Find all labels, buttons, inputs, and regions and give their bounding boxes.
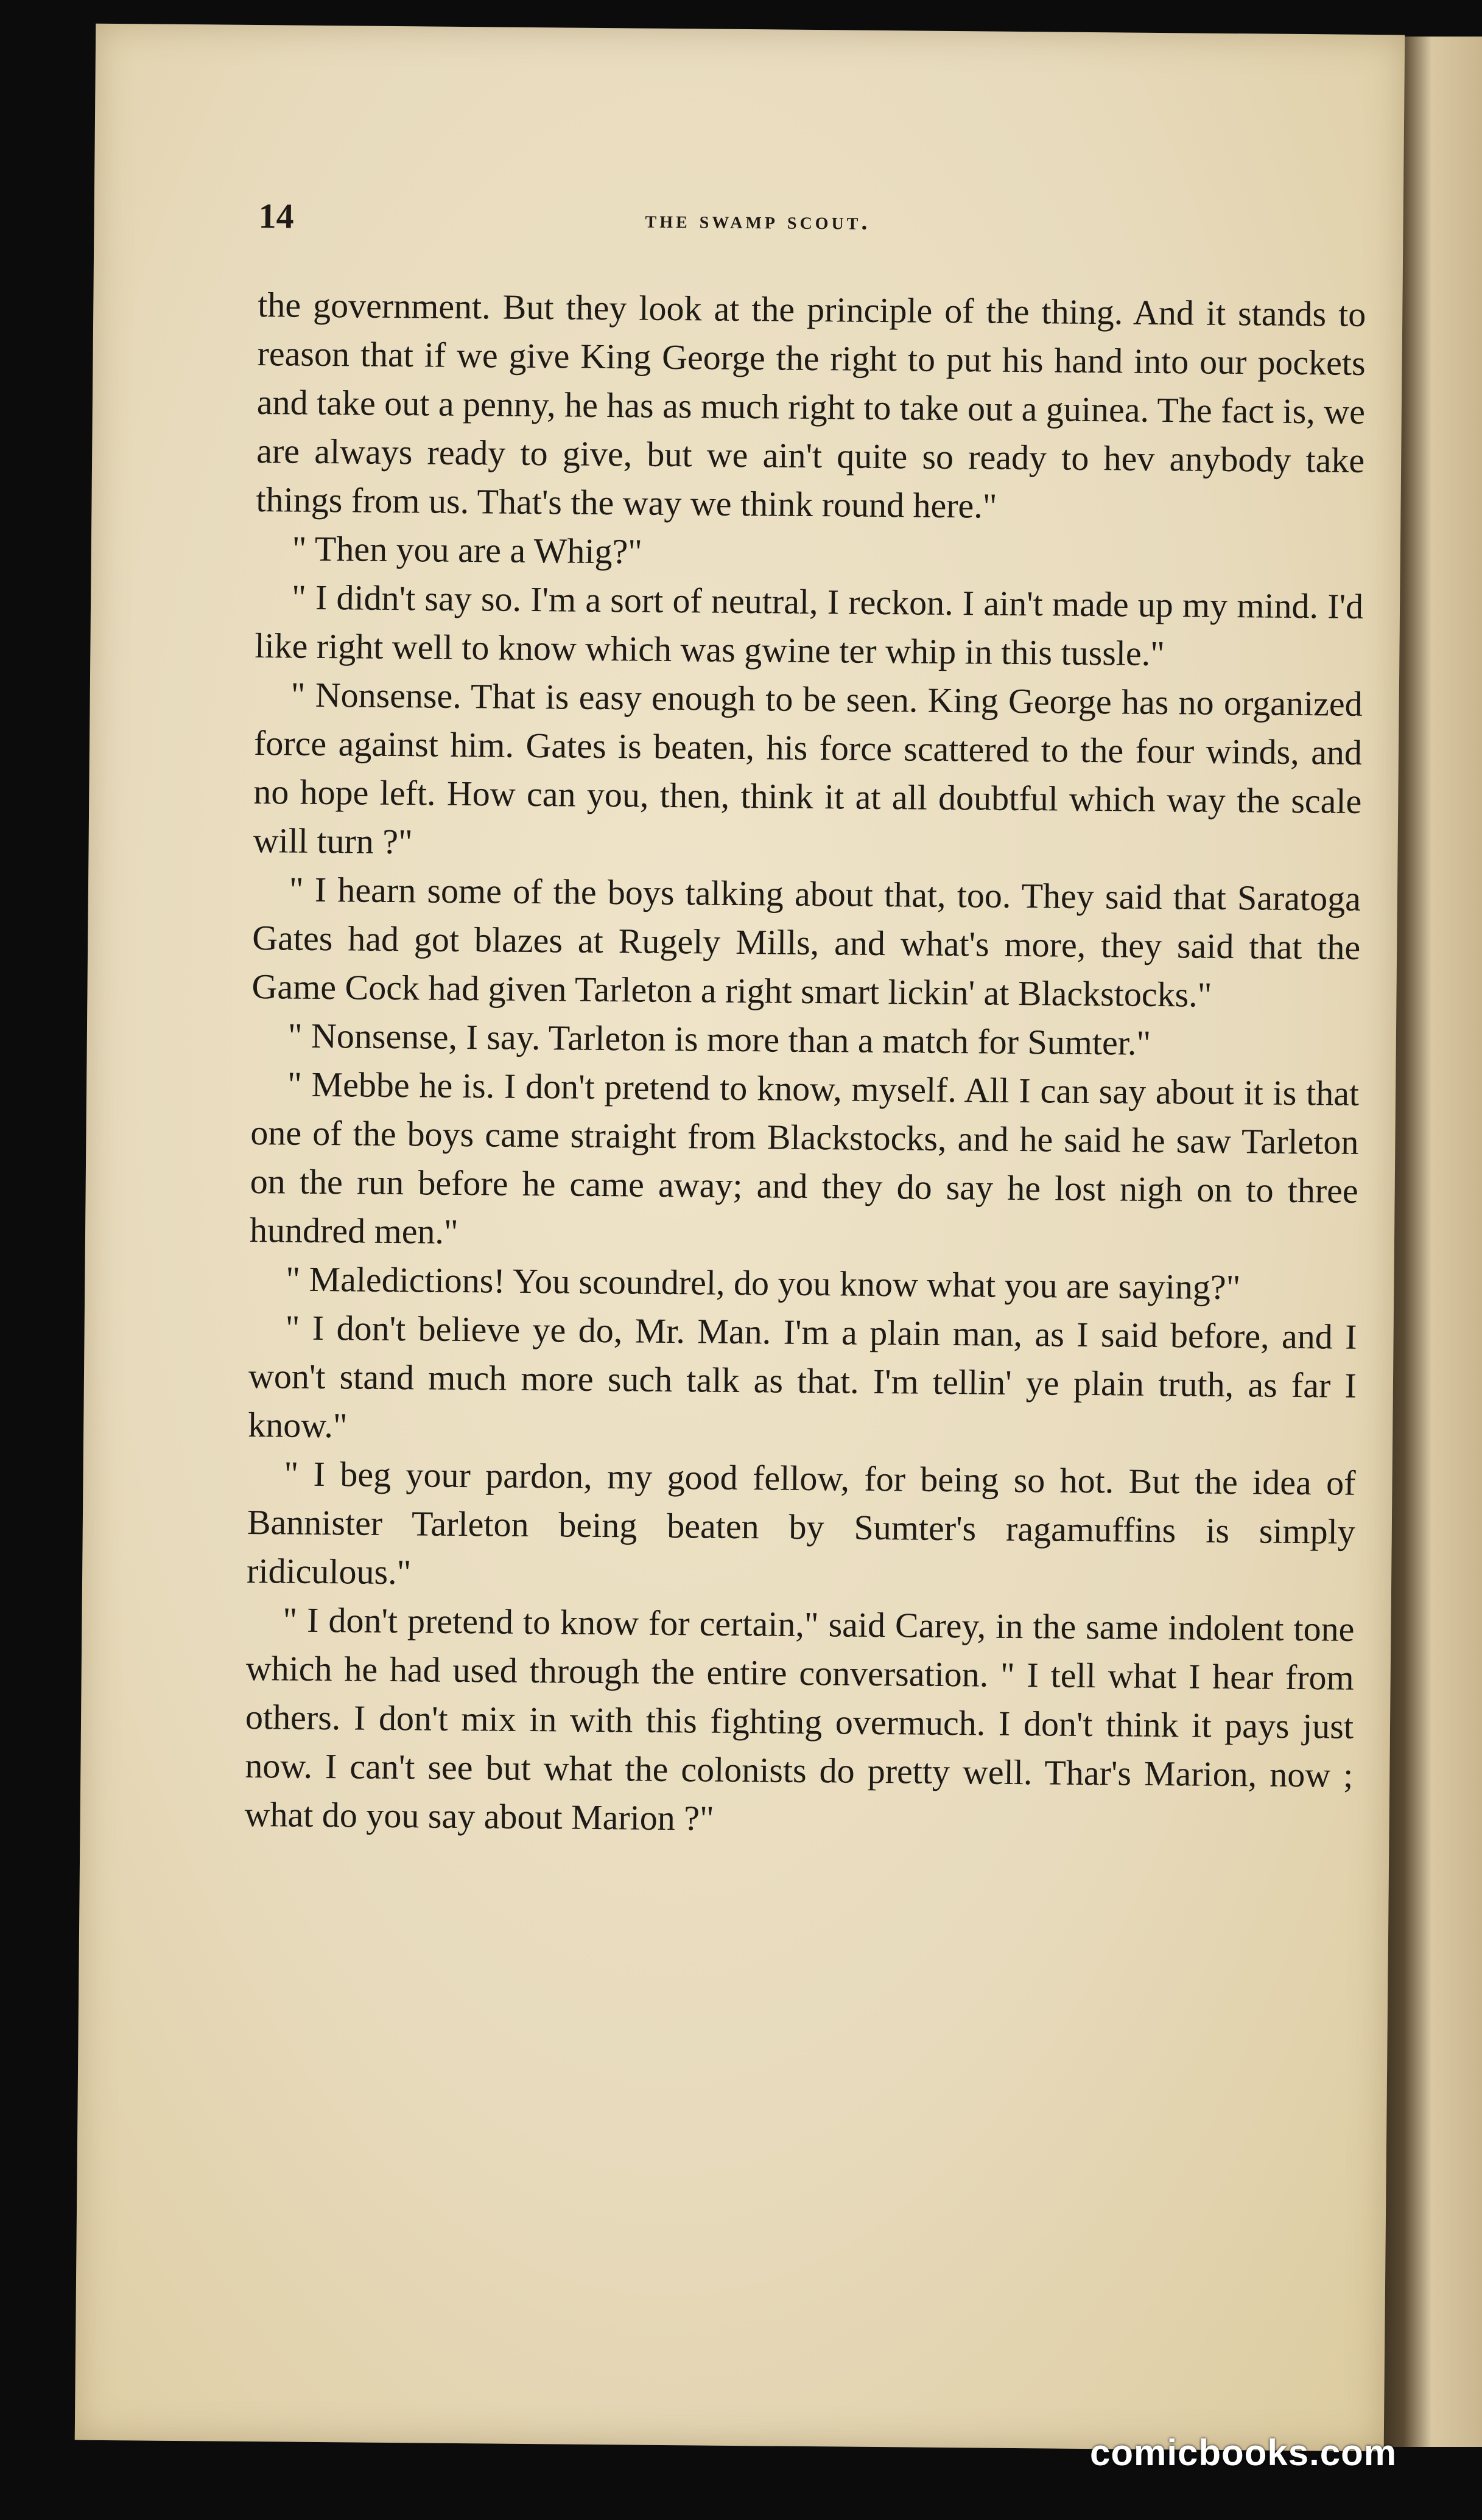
page-header <box>179 195 1336 260</box>
paragraph: " I didn't say so. I'm a sort of neutral, I reckon. I ain't made up my mind. I'd like right well to know which was gwine ter whip in this tussle." <box>255 577 1364 674</box>
site-watermark: comicbooks.com <box>1090 2432 1397 2473</box>
paragraph: " Nonsense, I say. Tarleton is more than a match for Sumter." <box>287 1015 1151 1063</box>
page-number: 14 <box>258 196 294 236</box>
body-text <box>244 281 1366 1849</box>
paragraph: " I don't pretend to know for certain," said Carey, in the same indolent tone which he had used through the entire conversation. " I tell what I hear from others. I don't mix in with this fighting overmuch. I don't think it pays just now. I can't see but what the colonists do pretty well. Thar's Marion, now ; what do you say about Marion ?" <box>244 1600 1355 1838</box>
page-content <box>75 24 1405 2452</box>
running-head: the swamp scout. <box>645 205 871 235</box>
paragraph: " I beg your pardon, my good fellow, for being so hot. But the idea of Bannister Tarleton being beaten by Sumter's ragamuffins is simply ridiculous." <box>246 1454 1356 1592</box>
page-paper <box>75 24 1405 2452</box>
paragraph: " Mebbe he is. I don't pretend to know, myself. All I can say about it is that one of the boys came straight from Blackstocks, and he said he saw Tarleton on the run before he came away; and they do say he lost nigh on to three hundred men." <box>249 1064 1360 1251</box>
paragraph: the government. But they look at the principle of the thing. And it stands to reason that if we give King George the right to put his hand into our pockets and take out a penny, he has as much right to take out a guinea. The fact is, we are always ready to give, but we ain't quite so ready to hev anybody take things from us. That's the way we think round here." <box>256 285 1366 526</box>
paragraph: " I don't believe ye do, Mr. Man. I'm a plain man, as I said before, and I won't stand much more such talk as that. I'm tellin' ye plain truth, as far I know." <box>248 1307 1357 1446</box>
paragraph: " Maledictions! You scoundrel, do you know what you are saying?" <box>286 1259 1241 1307</box>
paragraph: " Nonsense. That is easy enough to be seen. King George has no organized force against him. Gates is beaten, his force scattered to the four winds, and no hope left. How can you, then, think it at all doubtful which way the scale will turn ?" <box>253 674 1363 862</box>
paragraph: " I hearn some of the boys talking about that, too. They said that Saratoga Gates had got blazes at Rugely Mills, and what's more, they said that the Game Cock had given Tarleton a right smart lickin' at Blackstocks." <box>251 869 1361 1015</box>
paragraph: " Then you are a Whig?" <box>292 528 643 572</box>
